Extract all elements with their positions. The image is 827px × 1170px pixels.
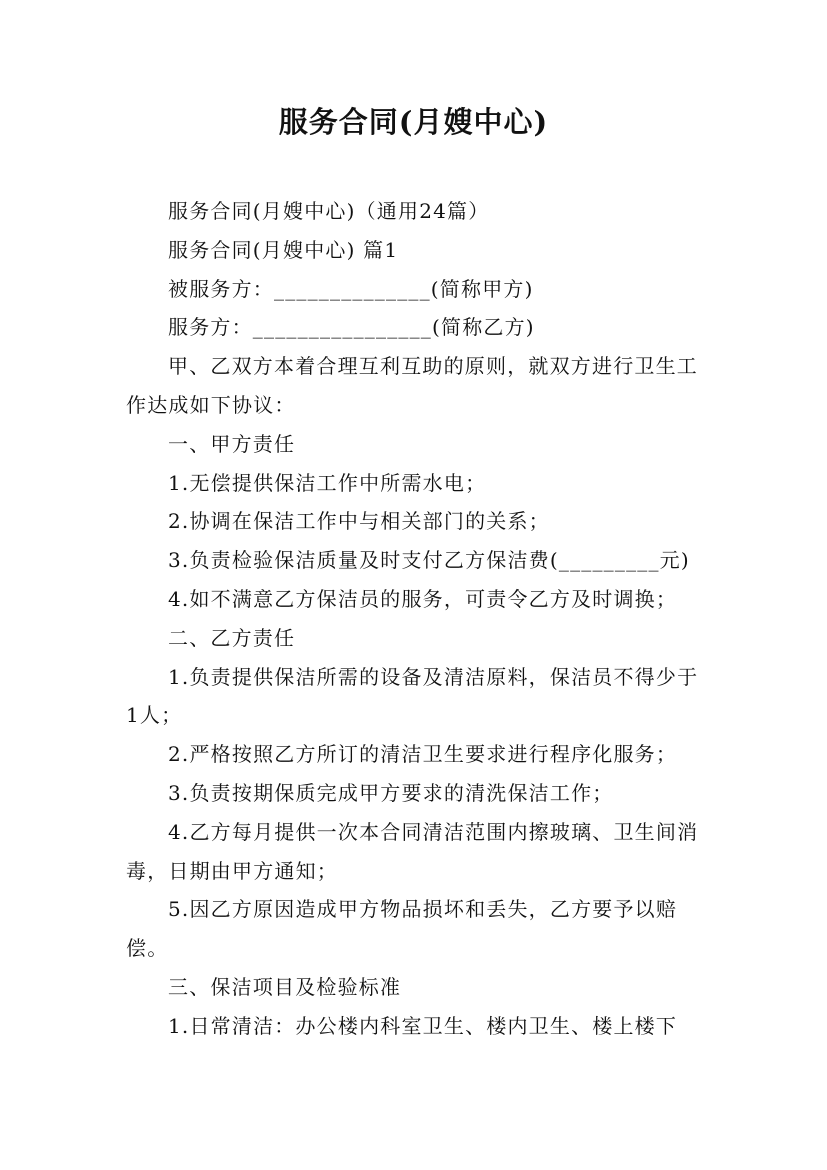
paragraph-section-title: 服务合同(月嫂中心) 篇1 bbox=[168, 237, 399, 262]
paragraph-section-2-heading: 二、乙方责任 bbox=[168, 625, 296, 650]
paragraph-party-a: 被服务方：______________(简称甲方) bbox=[168, 276, 534, 301]
paragraph-item: 3.负责按期保质完成甲方要求的清洗保洁工作； bbox=[168, 780, 614, 805]
paragraph-item: 5.因乙方原因造成甲方物品损坏和丢失，乙方要予以赔偿。 bbox=[126, 897, 678, 961]
paragraph-party-b: 服务方：________________(简称乙方) bbox=[168, 315, 535, 340]
document-body bbox=[126, 192, 706, 1046]
document-title: 服务合同(月嫂中心) bbox=[278, 105, 549, 139]
paragraph-item: 2.协调在保洁工作中与相关部门的关系； bbox=[168, 509, 550, 534]
paragraph-agreement-intro: 甲、乙双方本着合理互利互助的原则，就双方进行卫生工作达成如下协议： bbox=[126, 354, 698, 417]
paragraph-item: 4.如不满意乙方保洁员的服务，可责令乙方及时调换； bbox=[168, 586, 678, 611]
paragraph-item: 1.日常清洁：办公楼内科室卫生、楼内卫生、楼上楼下 bbox=[168, 1013, 678, 1038]
paragraph-section-3-heading: 三、保洁项目及检验标准 bbox=[168, 974, 402, 999]
paragraph-item: 3.负责检验保洁质量及时支付乙方保洁费(_________元) bbox=[168, 548, 690, 573]
paragraph-item: 1.负责提供保洁所需的设备及清洁原料，保洁员不得少于1人； bbox=[126, 664, 699, 728]
paragraph-intro-heading: 服务合同(月嫂中心)（通用24篇） bbox=[168, 199, 490, 223]
paragraph-section-1-heading: 一、甲方责任 bbox=[168, 431, 296, 456]
paragraph-item: 1.无偿提供保洁工作中所需水电； bbox=[168, 470, 487, 495]
paragraph-item: 2.严格按照乙方所订的清洁卫生要求进行程序化服务； bbox=[168, 742, 678, 767]
paragraph-item: 4.乙方每月提供一次本合同清洁范围内擦玻璃、卫生间消毒，日期由甲方通知； bbox=[126, 819, 699, 883]
